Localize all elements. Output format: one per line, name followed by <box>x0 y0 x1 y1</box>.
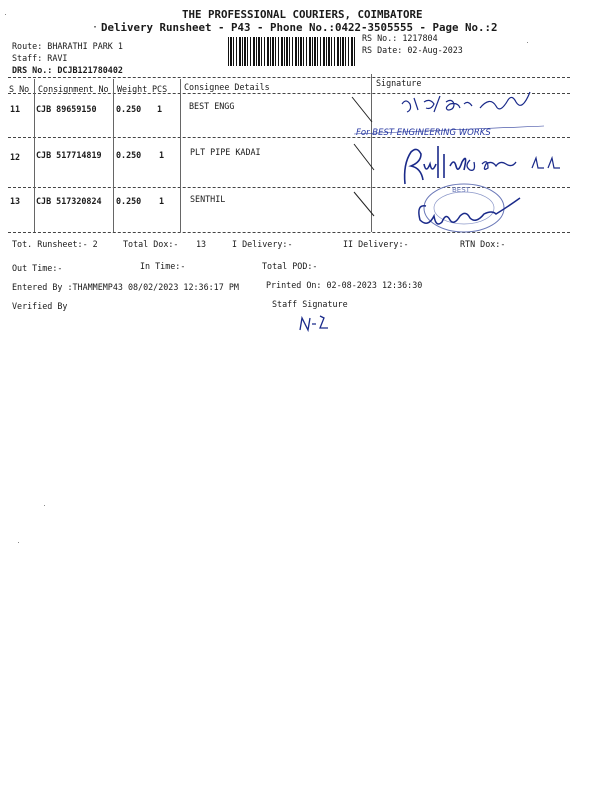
row-consignee: SENTHIL <box>190 194 226 204</box>
scan-speck <box>527 42 528 43</box>
out-time: Out Time:- <box>12 263 63 273</box>
row-consignee: BEST ENGG <box>189 101 235 111</box>
signature-row1 <box>340 92 570 142</box>
staff-label: Staff: RAVI <box>12 53 68 63</box>
row-consignment: CJB 517320824 <box>36 196 102 206</box>
row-weight: 0.250 <box>116 150 142 160</box>
row-sno: 12 <box>10 152 21 162</box>
staff-signature-mark <box>296 312 346 336</box>
verified-by: Verified By <box>12 301 68 311</box>
row-pcs: 1 <box>157 104 163 114</box>
total-dox-value: 13 <box>196 239 207 249</box>
tot-runsheet: Tot. Runsheet:- 2 <box>12 239 98 249</box>
scan-speck <box>44 505 45 506</box>
ii-delivery: II Delivery:- <box>343 239 409 249</box>
col-header-consignee: Consignee Details <box>184 82 270 92</box>
col-header-consignment: Consignment No <box>38 84 109 94</box>
runsheet-subtitle: Delivery Runsheet - P43 - Phone No.:0422-3505555 - Page No.:2 <box>101 21 498 34</box>
in-time: In Time:- <box>140 261 186 271</box>
printed-on: Printed On: 02-08-2023 12:36:30 <box>266 280 423 290</box>
row-pcs: 1 <box>159 150 165 160</box>
stamp-text: BEST <box>452 186 470 194</box>
rtn-dox: RTN Dox:- <box>460 239 506 249</box>
stamp-text: For BEST ENGINEERING WORKS <box>356 128 491 138</box>
total-pod: Total POD:- <box>262 261 318 271</box>
route-label: Route: BHARATHI PARK 1 <box>12 41 123 51</box>
col-header-sno: S No <box>9 84 30 94</box>
row-sno: 11 <box>10 104 21 114</box>
col-header-weight: Weight <box>117 84 148 94</box>
i-delivery: I Delivery:- <box>232 239 293 249</box>
total-dox-label: Total Dox:- <box>123 239 179 249</box>
row-weight: 0.250 <box>116 104 142 114</box>
row-consignment: CJB 89659150 <box>36 104 97 114</box>
scan-speck <box>5 14 6 15</box>
staff-signature-label: Staff Signature <box>272 299 348 309</box>
row-pcs: 1 <box>159 196 165 206</box>
column-divider <box>34 79 35 232</box>
table-top-line <box>8 77 570 78</box>
scan-speck <box>18 542 19 543</box>
row-weight: 0.250 <box>116 196 142 206</box>
row-consignment: CJB 517714819 <box>36 150 102 160</box>
entered-by: Entered By :THAMMEMP43 08/02/2023 12:36:17 PM <box>12 282 239 292</box>
col-header-signature: Signature <box>376 78 422 88</box>
row-sno: 13 <box>10 196 21 206</box>
subtitle-dot: · <box>92 22 99 33</box>
column-divider <box>113 79 114 232</box>
barcode <box>228 37 356 66</box>
col-header-pcs: PCS <box>152 84 168 94</box>
column-divider <box>180 79 181 232</box>
row-consignee: PLT PIPE KADAI <box>190 147 261 157</box>
drs-number: DRS No.: DCJB121780402 <box>12 65 123 75</box>
signature-row3 <box>350 182 550 237</box>
rs-number: RS No.: 1217804 <box>362 33 438 43</box>
company-title: THE PROFESSIONAL COURIERS, COIMBATORE <box>182 8 423 21</box>
rs-date: RS Date: 02-Aug-2023 <box>362 45 463 55</box>
